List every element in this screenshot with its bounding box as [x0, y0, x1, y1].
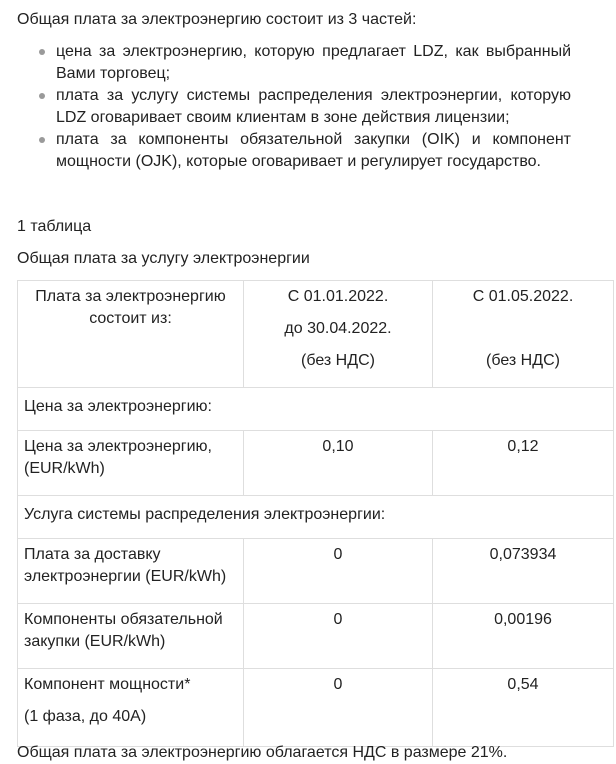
row-label: Плата за доставку электроэнергии (EUR/kWh)	[24, 546, 227, 585]
list-item	[56, 85, 571, 129]
list-item-text: цена за электроэнергию, которую предлагает LDZ, как выбранный Вами торговец;	[56, 43, 571, 82]
row-value: 0	[333, 611, 343, 628]
row-value: 0,10	[322, 438, 354, 455]
header-cell	[244, 281, 433, 388]
table-row	[18, 604, 614, 669]
table-row	[18, 431, 614, 496]
row-value: 0,073934	[489, 546, 557, 563]
row-value: 0	[333, 676, 343, 693]
list-item-text: плата за компоненты обязательной закупки (OIK) и компонент мощности (OJK), которые оговаривает и регулирует государство.	[56, 131, 571, 170]
period-end: до 30.04.2022.	[284, 320, 392, 337]
list-item	[56, 41, 571, 85]
period-start: С 01.05.2022.	[472, 288, 574, 305]
section-cell	[18, 388, 614, 431]
section-title: Цена за электроэнергию:	[24, 398, 212, 415]
row-label: Цена за электроэнергию, (EUR/kWh)	[24, 438, 212, 477]
list-item-text: плата за услугу системы распределения электроэнергии, которую LDZ оговаривает своим клиентам в зоне действия лицензии;	[56, 87, 571, 126]
bullet-icon	[39, 49, 45, 55]
table-row	[18, 539, 614, 604]
table-header-row	[18, 281, 614, 388]
row-label: Компоненты обязательной закупки (EUR/kWh)	[24, 611, 223, 650]
section-cell	[18, 496, 614, 539]
bullet-icon	[39, 93, 45, 99]
tariff-table	[17, 280, 614, 747]
section-row	[18, 496, 614, 539]
table-row	[18, 669, 614, 747]
table-caption: 1 таблица	[17, 218, 92, 235]
row-value: 0,12	[507, 438, 539, 455]
section-row	[18, 388, 614, 431]
row-sublabel: (1 фаза, до 40A)	[24, 708, 147, 725]
table-title: Общая плата за услугу электроэнергии	[17, 250, 310, 267]
header-cell	[433, 281, 614, 388]
list-item	[56, 129, 571, 173]
vat-note: (без НДС)	[301, 352, 375, 369]
row-label: Компонент мощности*	[24, 676, 191, 693]
intro-text: Общая плата за электроэнергию состоит из 3 частей:	[17, 11, 417, 28]
row-value: 0	[333, 546, 343, 563]
bullet-icon	[39, 137, 45, 143]
header-label: Плата за электроэнергию состоит из:	[35, 288, 226, 327]
vat-note: (без НДС)	[486, 352, 560, 369]
row-value: 0,54	[507, 676, 539, 693]
components-list	[56, 41, 571, 173]
vat-footer: Общая плата за электроэнергию облагается НДС в размере 21%.	[17, 744, 508, 761]
section-title: Услуга системы распределения электроэнергии:	[24, 506, 386, 523]
header-cell	[18, 281, 244, 388]
period-start: С 01.01.2022.	[287, 288, 389, 305]
row-value: 0,00196	[494, 611, 552, 628]
